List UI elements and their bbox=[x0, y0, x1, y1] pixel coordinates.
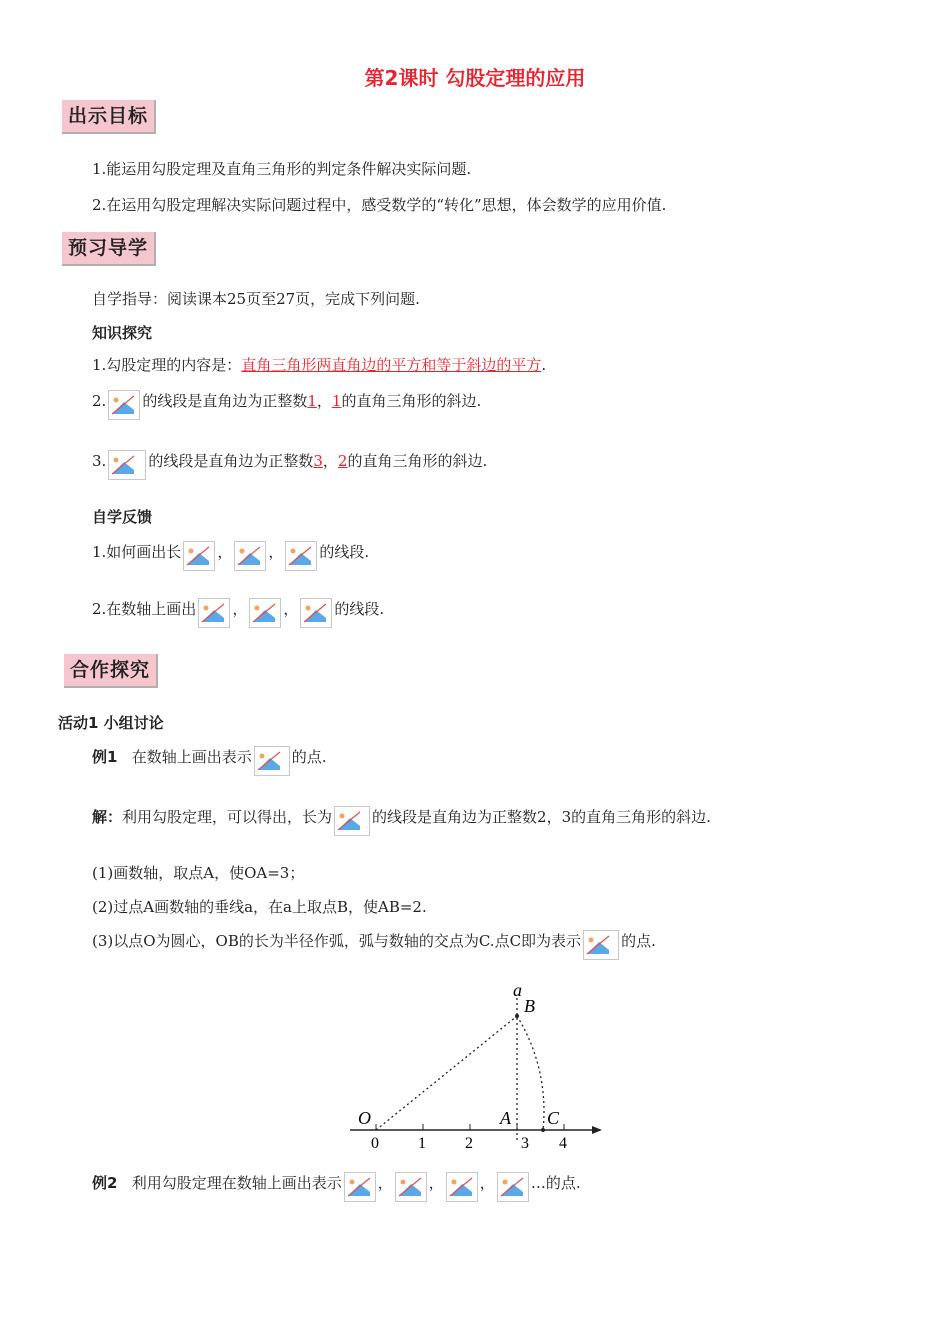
section-objectives: 出示目标 bbox=[62, 100, 156, 134]
f1-sep: ， bbox=[217, 543, 233, 561]
ex2-sep: ， bbox=[377, 1174, 393, 1192]
step3-suffix: 的点. bbox=[621, 932, 656, 950]
number-line-figure bbox=[340, 980, 610, 1150]
knowledge-item-1 bbox=[92, 354, 546, 376]
f2-sep: ， bbox=[283, 600, 299, 618]
step3-prefix: (3)以点O为圆心，OB的长为半径作弧，弧与数轴的交点为C.点C即为表示 bbox=[92, 932, 582, 950]
f2-sep: ， bbox=[232, 600, 248, 618]
k3-prefix: 3. bbox=[92, 452, 107, 470]
example-2 bbox=[92, 1172, 581, 1202]
broken-image-icon bbox=[108, 450, 146, 480]
k2-mid: 的线段是直角边为正整数 bbox=[142, 392, 308, 410]
k2-suffix: 的直角三角形的斜边. bbox=[341, 392, 482, 410]
knowledge-item-3 bbox=[92, 450, 487, 480]
k3-suffix: 的直角三角形的斜边. bbox=[347, 452, 488, 470]
knowledge-heading: 知识探究 bbox=[92, 324, 153, 342]
segment-ob bbox=[376, 1016, 517, 1130]
k1-answer: 直角三角形两直角边的平方和等于斜边的平方 bbox=[241, 356, 542, 374]
point-b bbox=[515, 1014, 519, 1018]
f2-prefix: 2.在数轴上画出 bbox=[92, 600, 197, 618]
sol-label: 解： bbox=[92, 808, 123, 826]
sol-text: 利用勾股定理，可以得出，长为 bbox=[122, 808, 333, 826]
broken-image-icon bbox=[344, 1172, 376, 1202]
tick-label-4: 4 bbox=[559, 1135, 567, 1150]
feedback-heading: 自学反馈 bbox=[92, 508, 153, 526]
ex2-suffix: …的点. bbox=[530, 1174, 581, 1192]
broken-image-icon bbox=[285, 541, 317, 571]
k3-sep: ， bbox=[322, 452, 338, 470]
step-3 bbox=[92, 930, 656, 960]
ex2-text: 利用勾股定理在数轴上画出表示 bbox=[131, 1174, 342, 1192]
step-2: (2)过点A画数轴的垂线a，在a上取点B，使AB=2. bbox=[92, 898, 427, 916]
f2-suffix: 的线段. bbox=[334, 600, 385, 618]
activity-heading: 活动1 小组讨论 bbox=[58, 714, 164, 732]
page-title: 第2课时 勾股定理的应用 bbox=[364, 66, 586, 90]
f1-sep: ， bbox=[268, 543, 284, 561]
label-c: C bbox=[547, 1108, 560, 1128]
ex1-suffix: 的点. bbox=[291, 748, 327, 766]
objective-2: 2.在运用勾股定理解决实际问题过程中，感受数学的“转化”思想，体会数学的应用价值. bbox=[92, 196, 667, 214]
label-a: a bbox=[513, 980, 522, 1000]
label-b: B bbox=[524, 996, 535, 1016]
k2-prefix: 2. bbox=[92, 392, 107, 410]
sol-suffix: 的线段是直角边为正整数2，3的直角三角形的斜边. bbox=[372, 808, 711, 826]
broken-image-icon bbox=[183, 541, 215, 571]
broken-image-icon bbox=[249, 598, 281, 628]
broken-image-icon bbox=[300, 598, 332, 628]
tick-label-2: 2 bbox=[465, 1135, 473, 1150]
tick-label-1: 1 bbox=[418, 1135, 426, 1150]
ex2-label: 例2 bbox=[92, 1174, 118, 1192]
f1-suffix: 的线段. bbox=[319, 543, 370, 561]
knowledge-item-2 bbox=[92, 390, 481, 420]
ex1-text: 在数轴上画出表示 bbox=[131, 748, 252, 766]
k3-answer-a: 3 bbox=[313, 452, 323, 470]
k2-answer-a: 1 bbox=[307, 392, 317, 410]
broken-image-icon bbox=[198, 598, 230, 628]
section-preview: 预习导学 bbox=[62, 232, 156, 266]
k2-answer-b: 1 bbox=[331, 392, 342, 410]
broken-image-icon bbox=[395, 1172, 427, 1202]
ex2-sep: ， bbox=[479, 1174, 495, 1192]
broken-image-icon bbox=[254, 746, 290, 776]
k2-sep: ， bbox=[316, 392, 332, 410]
arc-bc bbox=[517, 1016, 544, 1130]
tick-label-3: 3 bbox=[521, 1135, 529, 1150]
point-c bbox=[541, 1128, 545, 1132]
k3-mid: 的线段是直角边为正整数 bbox=[148, 452, 314, 470]
k1-prefix: 1.勾股定理的内容是： bbox=[92, 356, 242, 374]
step-1: (1)画数轴，取点A，使OA=3； bbox=[92, 864, 305, 882]
axis-arrow bbox=[592, 1126, 602, 1134]
label-o: O bbox=[358, 1108, 371, 1128]
tick-label-0: 0 bbox=[371, 1135, 379, 1150]
broken-image-icon bbox=[497, 1172, 529, 1202]
ex1-label: 例1 bbox=[92, 748, 118, 766]
broken-image-icon bbox=[446, 1172, 478, 1202]
feedback-item-2 bbox=[92, 598, 384, 628]
solution bbox=[92, 806, 711, 836]
k1-suffix: . bbox=[541, 356, 547, 374]
self-study-guide: 自学指导：阅读课本25页至27页，完成下列问题. bbox=[92, 290, 420, 308]
k3-answer-b: 2 bbox=[337, 452, 348, 470]
broken-image-icon bbox=[108, 390, 140, 420]
broken-image-icon bbox=[583, 930, 619, 960]
label-a-point: A bbox=[500, 1108, 511, 1128]
feedback-item-1 bbox=[92, 541, 369, 571]
broken-image-icon bbox=[334, 806, 370, 836]
section-cooperate: 合作探究 bbox=[64, 654, 158, 688]
objective-1: 1.能运用勾股定理及直角三角形的判定条件解决实际问题. bbox=[92, 160, 472, 178]
example-1 bbox=[92, 746, 327, 776]
ex2-sep: ， bbox=[428, 1174, 444, 1192]
f1-prefix: 1.如何画出长 bbox=[92, 543, 182, 561]
broken-image-icon bbox=[234, 541, 266, 571]
